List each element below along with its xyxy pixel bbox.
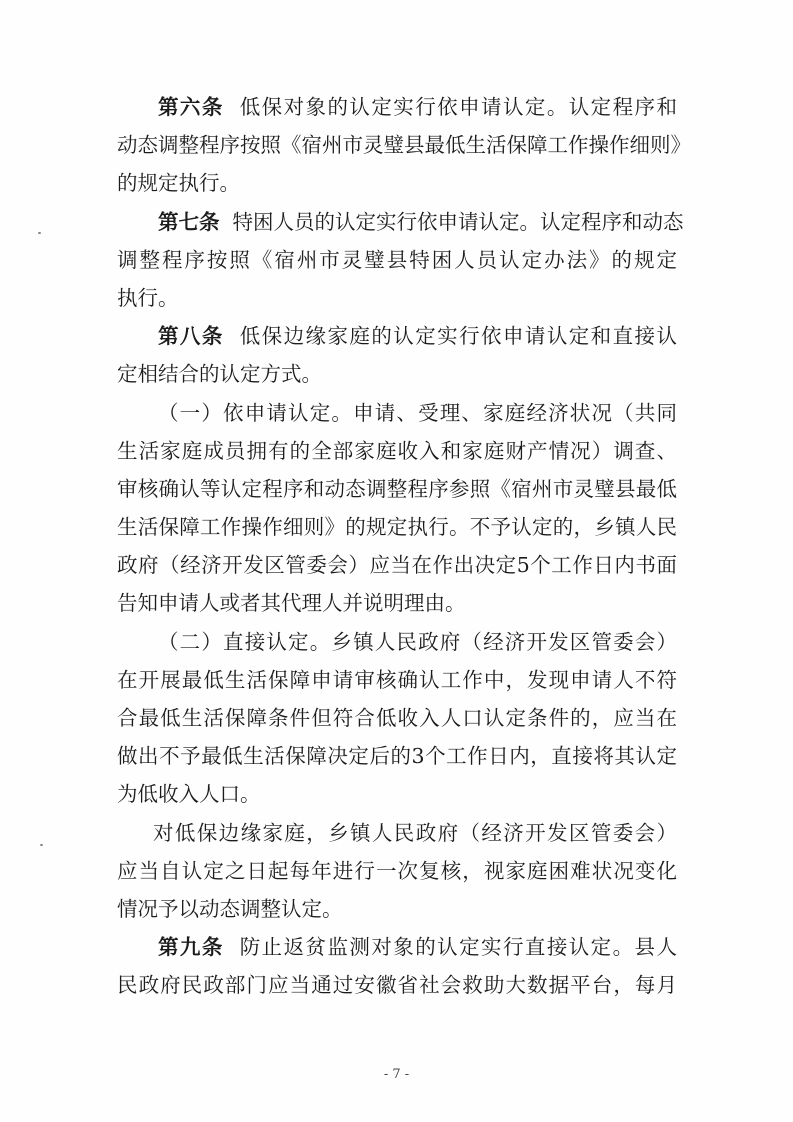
line-text: 动态调整程序按照《宿州市灵璧县最低生活保障工作操作细则》 <box>117 133 691 158</box>
line-text: 执行。 <box>117 285 179 310</box>
line-text: 生活家庭成员拥有的全部家庭收入和家庭财产情况）调查、 <box>117 438 677 463</box>
text-line <box>117 814 677 852</box>
text-line <box>117 432 677 470</box>
article-7 <box>117 203 684 318</box>
line-text: 做出不予最低生活保障决定后的3个工作日内，直接将其认定 <box>117 744 677 769</box>
line-text: 在开展最低生活保障申请审核确认工作中，发现申请人不符 <box>117 667 677 692</box>
text-line <box>117 126 691 164</box>
page-number: - 7 - <box>383 1067 410 1082</box>
line-text: 防止返贫监测对象的认定实行直接认定。县人 <box>239 935 677 960</box>
line-text: 生活保障工作操作细则》的规定执行。不予认定的，乡镇人民 <box>117 515 677 540</box>
text-line <box>117 737 677 775</box>
text-line <box>117 88 677 126</box>
scan-speck <box>38 232 41 234</box>
clause-2 <box>117 623 677 814</box>
text-line <box>117 584 677 622</box>
article-8 <box>117 317 677 393</box>
line-text: 情况予以动态调整认定。 <box>117 896 343 921</box>
line-text: 为低收入人口。 <box>117 782 261 807</box>
line-text: 合最低生活保障条件但符合低收入人口认定条件的，应当在 <box>117 706 677 730</box>
line-text: 调整程序按照《宿州市灵璧县特困人员认定办法》的规定 <box>117 247 677 272</box>
text-line <box>117 394 677 432</box>
line-text: 低保对象的认定实行依申请认定。认定程序和 <box>239 95 677 119</box>
text-line <box>117 623 677 661</box>
text-line <box>117 890 677 928</box>
line-text: 特困人员的认定实行依申请认定。认定程序和动态 <box>232 209 684 234</box>
clause-1 <box>117 394 677 623</box>
line-text: 民政府民政部门应当通过安徽省社会救助大数据平台，每月 <box>117 973 677 998</box>
line-text: （一）依申请认定。申请、受理、家庭经济状况（共同 <box>158 400 677 425</box>
text-line <box>117 470 677 508</box>
line-text: 审核确认等认定程序和动态调整程序参照《宿州市灵璧县最低 <box>117 476 677 501</box>
text-line <box>117 775 677 813</box>
text-line <box>117 355 677 393</box>
line-text: 应当自认定之日起每年进行一次复核，视家庭困难状况变化 <box>117 858 677 883</box>
text-line <box>117 164 677 202</box>
document-body <box>117 88 691 1005</box>
text-line <box>117 203 684 241</box>
text-line <box>117 508 677 546</box>
text-line <box>117 661 677 699</box>
article-heading: 第九条 <box>158 935 224 960</box>
line-text: 对低保边缘家庭，乡镇人民政府（经济开发区管委会） <box>153 820 677 845</box>
text-line <box>117 317 677 355</box>
text-line <box>117 852 677 890</box>
article-heading: 第六条 <box>158 95 224 119</box>
text-line <box>117 546 677 584</box>
line-text: 低保边缘家庭的认定实行依申请认定和直接认 <box>239 324 677 349</box>
article-6 <box>117 88 691 203</box>
line-text: （二）直接认定。乡镇人民政府（经济开发区管委会） <box>158 629 677 654</box>
scan-speck <box>40 844 43 846</box>
line-text: 告知申请人或者其代理人并说明理由。 <box>117 591 466 616</box>
text-line <box>117 241 677 279</box>
line-text: 政府（经济开发区管委会）应当在作出决定5个工作日内书面 <box>117 553 677 578</box>
line-text: 定相结合的认定方式。 <box>117 362 322 387</box>
line-text: 的规定执行。 <box>117 171 240 196</box>
article-heading: 第七条 <box>158 209 220 234</box>
text-line <box>117 966 677 1004</box>
review-paragraph <box>117 814 677 929</box>
text-line <box>117 699 677 737</box>
article-heading: 第八条 <box>158 324 224 349</box>
text-line <box>117 928 677 966</box>
text-line <box>117 279 677 317</box>
article-9 <box>117 928 677 1004</box>
